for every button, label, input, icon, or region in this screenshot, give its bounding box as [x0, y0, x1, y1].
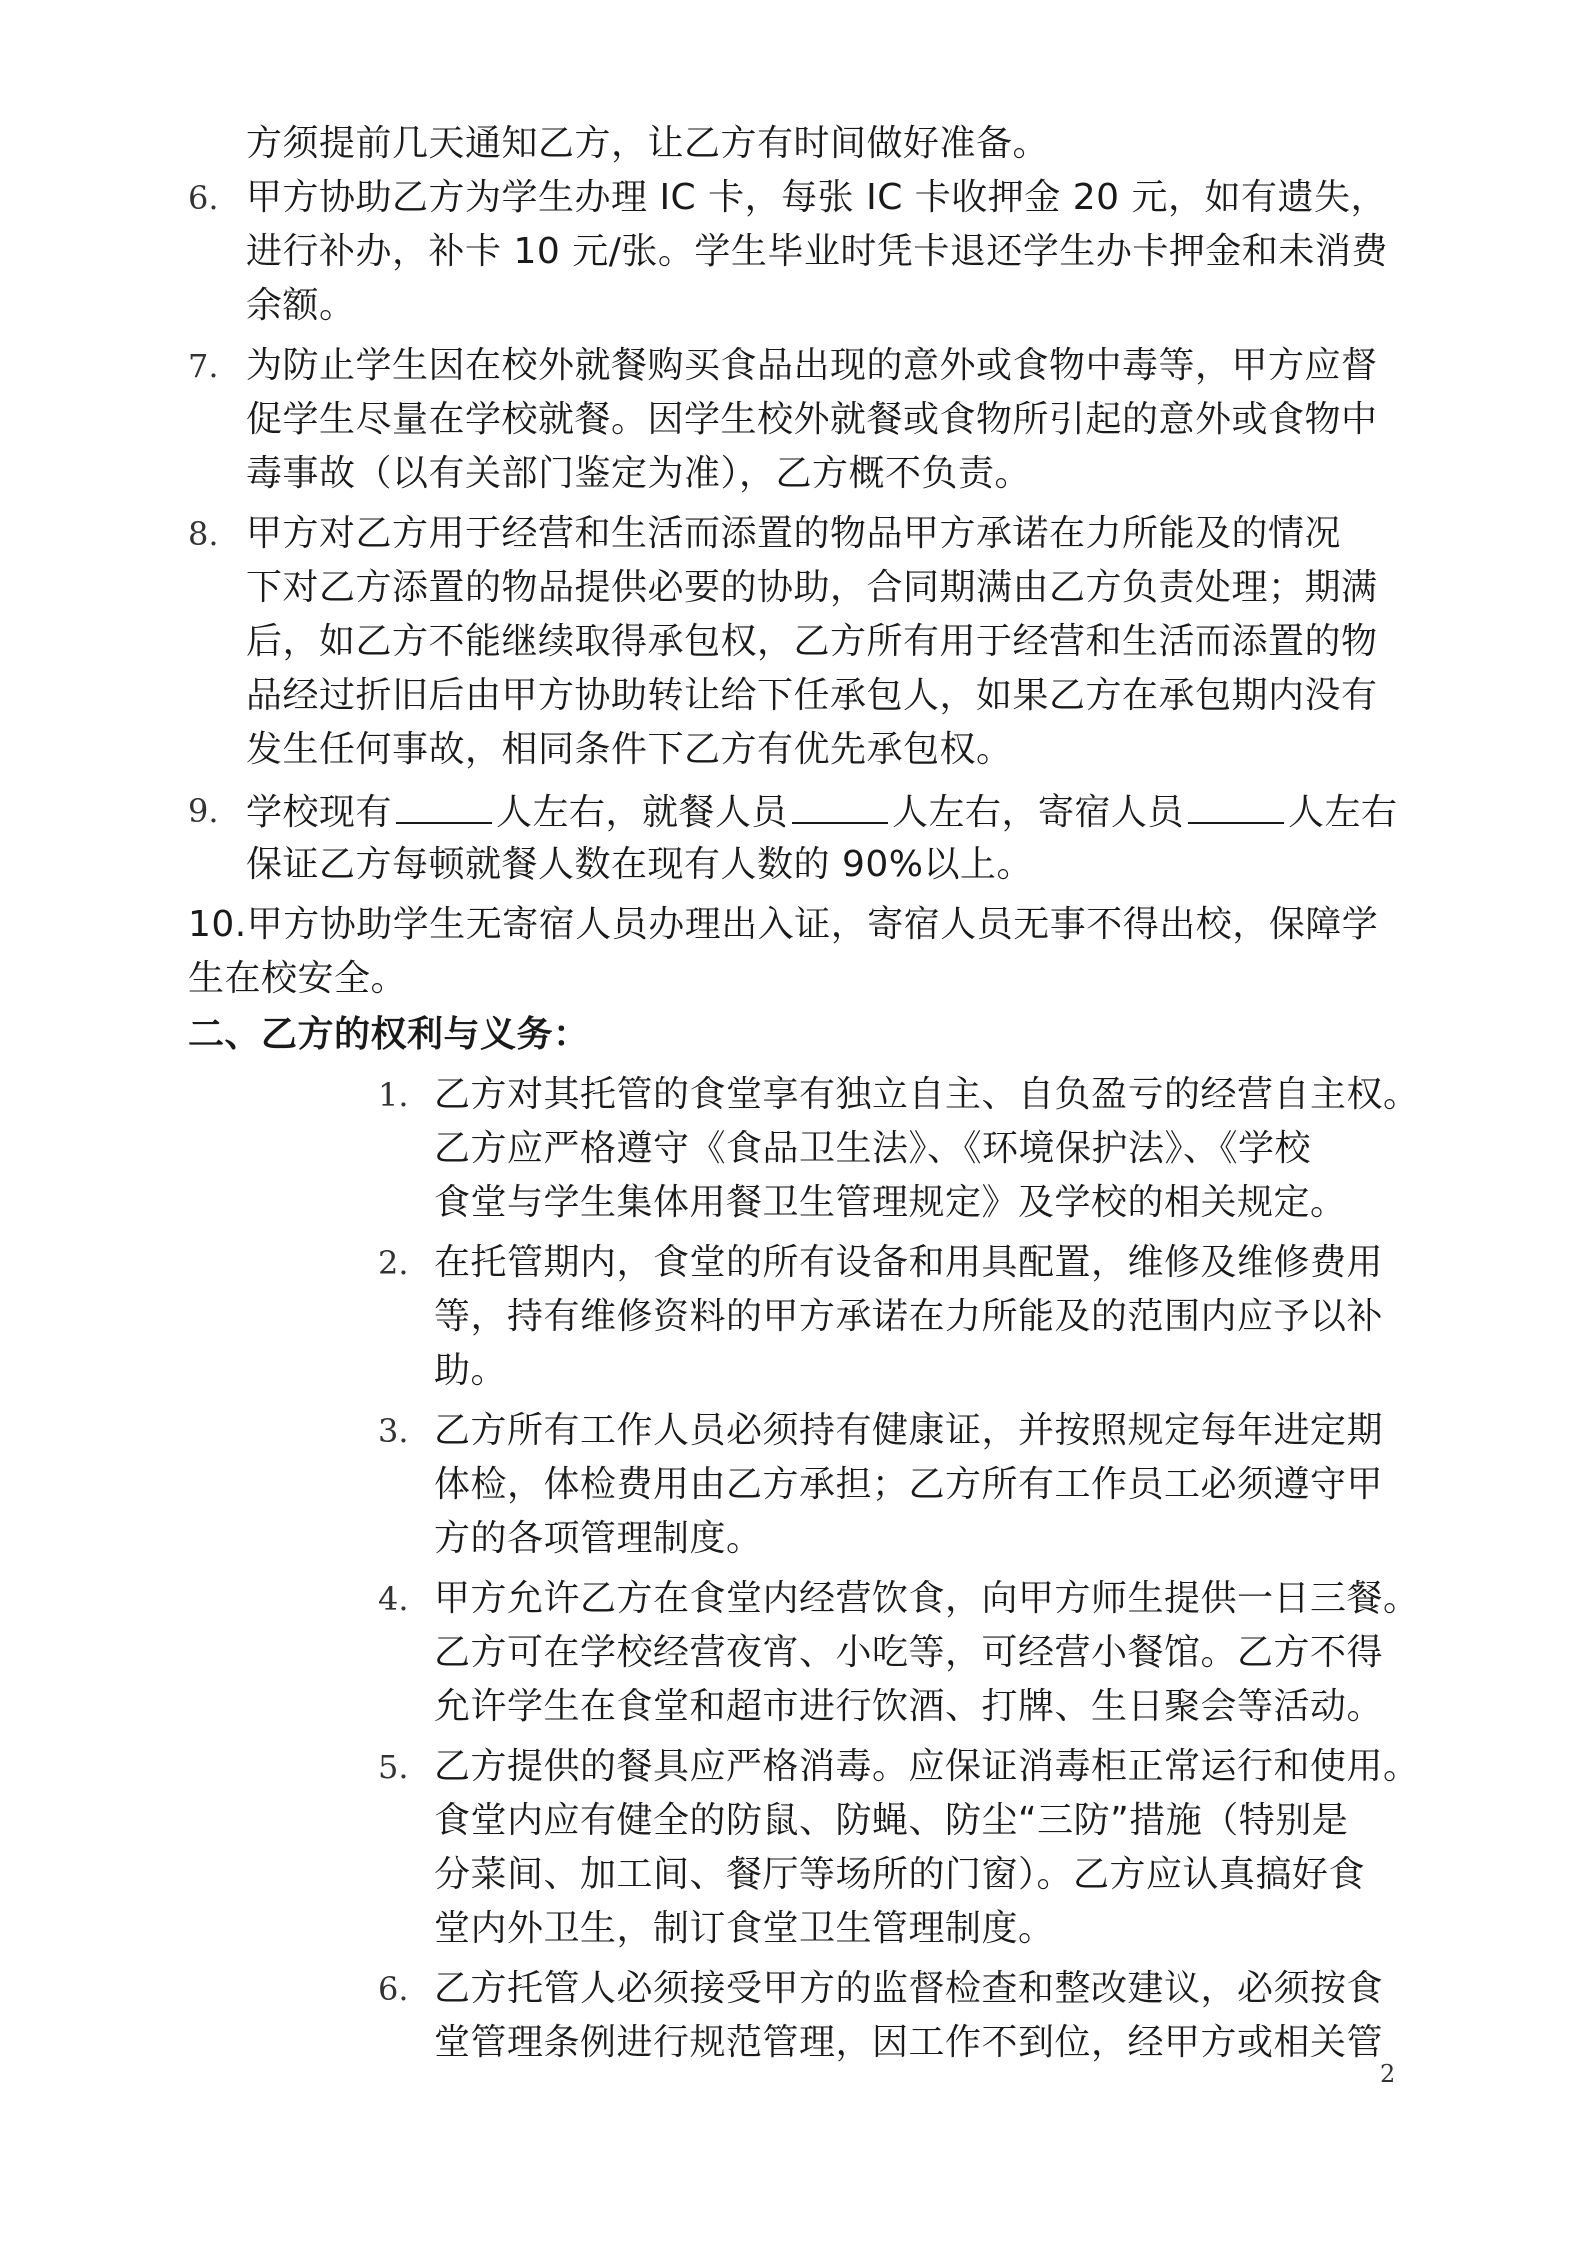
item-line-with-blanks — [246, 784, 1398, 840]
item-line: 乙方应严格遵守《食品卫生法》、《环境保护法》、《学校 — [434, 1128, 1312, 1169]
item-line: 食堂与学生集体用餐卫生管理规定》及学校的相关规定。 — [434, 1182, 1347, 1223]
item9-text-2: 人左右，就餐人员 — [496, 792, 789, 833]
item-line: 甲方协助乙方为学生办理 IC 卡，每张 IC 卡收押金 20 元，如有遗失， — [246, 177, 1387, 218]
item-line: 乙方可在学校经营夜宵、小吃等，可经营小餐馆。乙方不得 — [434, 1632, 1384, 1673]
item-line: 助。 — [434, 1350, 508, 1391]
item9-text-4: 人左右 — [1288, 792, 1398, 833]
students-count-blank[interactable] — [396, 784, 492, 824]
diners-count-blank[interactable] — [792, 784, 888, 824]
item-line: 毒事故（以有关部门鉴定为准），乙方概不负责。 — [246, 453, 1032, 494]
boarders-count-blank[interactable] — [1188, 784, 1284, 824]
item-number: 3. — [378, 1412, 409, 1450]
item-line: 发生任何事故，相同条件下乙方有优先承包权。 — [246, 729, 1013, 770]
item-line: 保证乙方每顿就餐人数在现有人数的 90%以上。 — [246, 844, 1033, 885]
item-number: 6. — [378, 1970, 409, 2008]
item-line: 余额。 — [246, 285, 356, 326]
continuation-line: 方须提前几天通知乙方，让乙方有时间做好准备。 — [246, 123, 1050, 164]
item-line: 在托管期内，食堂的所有设备和用具配置，维修及维修费用 — [434, 1242, 1384, 1283]
item-line: 方的各项管理制度。 — [434, 1518, 763, 1559]
item-line: 品经过折旧后由甲方协助转让给下任承包人，如果乙方在承包期内没有 — [246, 675, 1378, 716]
item-number: 2. — [378, 1244, 409, 1282]
item-number: 1. — [378, 1076, 409, 1114]
item-line: 等，持有维修资料的甲方承诺在力所能及的范围内应予以补 — [434, 1296, 1384, 1337]
item-number: 8. — [188, 515, 219, 553]
item9-text-3: 人左右，寄宿人员 — [892, 792, 1185, 833]
item-line: 后，如乙方不能继续取得承包权，乙方所有用于经营和生活而添置的物 — [246, 621, 1378, 662]
item-line: 促学生尽量在学校就餐。因学生校外就餐或食物所引起的意外或食物中 — [246, 399, 1378, 440]
item-line: 生在校安全。 — [188, 958, 408, 999]
item-line: 分菜间、加工间、餐厅等场所的门窗）。乙方应认真搞好食 — [434, 1854, 1366, 1895]
item-line: 甲方允许乙方在食堂内经营饮食，向甲方师生提供一日三餐。 — [434, 1578, 1420, 1619]
item-line: 乙方托管人必须接受甲方的监督检查和整改建议，必须按食 — [434, 1968, 1384, 2009]
item-number: 4. — [378, 1580, 409, 1618]
page-number: 2 — [1380, 2060, 1396, 2088]
item-line: 甲方对乙方用于经营和生活而添置的物品甲方承诺在力所能及的情况 — [246, 513, 1342, 554]
item-number: 6. — [188, 179, 219, 217]
item-line: 乙方对其托管的食堂享有独立自主、自负盈亏的经营自主权。 — [434, 1074, 1420, 1115]
item9-text-1: 学校现有 — [246, 792, 393, 833]
item-line: 进行补办，补卡 10 元/张。学生毕业时凭卡退还学生办卡押金和未消费 — [246, 231, 1388, 272]
item-line: 允许学生在食堂和超市进行饮酒、打牌、生日聚会等活动。 — [434, 1686, 1384, 1727]
item-line: 堂内外卫生，制订食堂卫生管理制度。 — [434, 1908, 1055, 1949]
item-number: 5. — [378, 1748, 409, 1786]
item-line: 食堂内应有健全的防鼠、防蝇、防尘“三防”措施（特别是 — [434, 1800, 1349, 1841]
item-number: 9. — [188, 792, 219, 830]
item-line: 10.甲方协助学生无寄宿人员办理出入证，寄宿人员无事不得出校，保障学 — [188, 904, 1379, 945]
item-line: 乙方所有工作人员必须持有健康证，并按照规定每年进定期 — [434, 1410, 1384, 1451]
item-line: 为防止学生因在校外就餐购买食品出现的意外或食物中毒等，甲方应督 — [246, 345, 1378, 386]
section-heading: 二、乙方的权利与义务： — [188, 1014, 590, 1055]
item-line: 下对乙方添置的物品提供必要的协助，合同期满由乙方负责处理；期满 — [246, 567, 1378, 608]
item-line: 乙方提供的餐具应严格消毒。应保证消毒柜正常运行和使用。 — [434, 1746, 1420, 1787]
item-line: 体检，体检费用由乙方承担；乙方所有工作员工必须遵守甲 — [434, 1464, 1384, 1505]
item-number: 7. — [188, 347, 219, 385]
item-line: 堂管理条例进行规范管理，因工作不到位，经甲方或相关管 — [434, 2022, 1384, 2063]
